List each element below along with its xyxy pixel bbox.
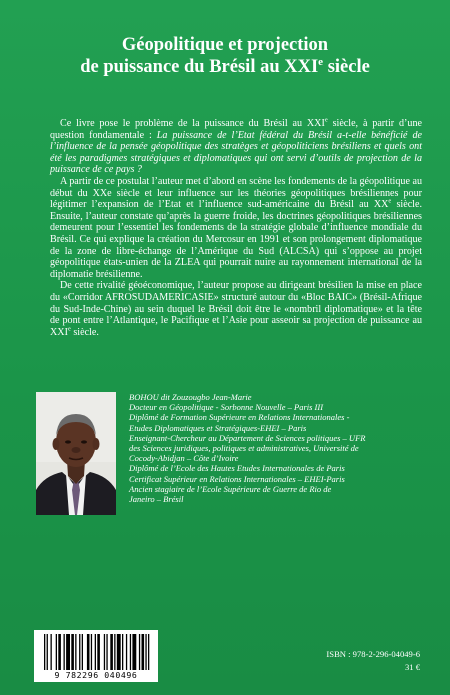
bio-line: Diplômé de l’Ecole des Hautes Etudes Internationales de Paris: [129, 463, 345, 474]
bio-line: Cocody-Abidjan – Côte d’Ivoire: [129, 453, 239, 464]
bio-line: Ancien stagiaire de l’Ecole Supérieure de Guerre de Rio de: [129, 483, 332, 494]
bio-line: Certificat Supérieur en Relations Internationales – EHEI-Paris: [129, 473, 345, 484]
barcode-bar: [114, 634, 115, 670]
barcode-bar: [117, 634, 121, 670]
bio-line: Docteur en Géopolitique - Sorbonne Nouvelle – Paris III: [129, 402, 324, 413]
barcode-bar: [64, 634, 65, 670]
barcode-bar: [110, 634, 113, 670]
barcode-bar: [148, 634, 149, 670]
book-title: [20, 34, 430, 78]
author-bio: [129, 392, 429, 504]
blurb-question: La puissance de l’Etat fédéral du Brésil a-t-elle bénéficié de l’influence de la pensée géopolitique des stratèges et géopoliticiens brésiliens et quels ont été les paradigmes stratégiques et diplomatiques qui ont servi d’outils de projection de la puissance de ce pays ?: [50, 129, 422, 176]
barcode-bar: [132, 634, 136, 670]
barcode-digits: 9 782296 040496: [54, 670, 138, 680]
bio-line: Etudes Diplomatiques et Stratégiques-EHEI – Paris: [129, 422, 307, 433]
title-line-2: de puissance du Brésil au XXIe siècle: [80, 55, 370, 77]
barcode-bar: [97, 634, 100, 670]
barcode-bar: [56, 634, 57, 670]
bio-line: Diplômé de Formation Supérieure en Relations Internationales -: [129, 412, 350, 423]
bio-line: des Sciences juridiques, politiques et administratives, Université de: [129, 443, 359, 454]
barcode-bar: [75, 634, 76, 670]
barcode-bar: [122, 634, 123, 670]
barcode-bar: [87, 634, 90, 670]
barcode-bar: [79, 634, 80, 670]
barcode-bar: [142, 634, 145, 670]
barcode-bar: [106, 634, 107, 670]
blurb-paragraph-2: A partir de ce postulat l’auteur met d’abord en scène les fondements de la géopolitique au début du XXe siècle et leur influence sur les théories géopolitiques brésiliennes pour légitimer l’expansion de l’Etat et l’influence sud-américaine du Brésil au XXe siècle. Ensuite, l’auteur constate qu’après la guerre froide, les doctrines géopolitiques brésiliennes demeurent pour l’essentiel les fondements de la stratégie globale d’influence mondiale du Brésil. Ce qui explique la création du Mercosur en 1991 et son prolongement diplomatique de la zone de libre-échange de l’Amérique du Sud (ALCSA) qui s’oppose au projet géopolitique états-unien de la ZLEA qui pourrait nuire au rayonnement international de la diplomatie brésilienne.: [50, 175, 422, 280]
barcode-bar: [139, 634, 140, 670]
isbn-block: [290, 648, 420, 674]
barcode-bar: [47, 634, 48, 670]
barcode-bar: [44, 634, 45, 670]
bio-line: Janeiro – Brésil: [129, 494, 184, 505]
barcode-bar: [145, 634, 146, 670]
barcode-bar: [66, 634, 70, 670]
barcode: [34, 630, 158, 682]
barcode-bar: [95, 634, 96, 670]
barcode-bar: [104, 634, 105, 670]
blurb-paragraph-1: Ce livre pose le problème de la puissance du Brésil au XXIe siècle, à partir d’une question fondamentale : La puissance de l’Etat fédéral du Brésil a-t-elle bénéficié de l’influence de la pensée géopolitique des stratèges et géopoliticiens brésiliens et quels ont été les paradigmes stratégiques et diplomatiques qui ont servi d’outils de projection de la puissance de ce pays ?: [50, 116, 422, 176]
barcode-bar: [51, 634, 52, 670]
price: 31 €: [404, 662, 420, 672]
author-photo: [36, 392, 116, 515]
barcode-bar: [91, 634, 92, 670]
barcode-bar: [126, 634, 127, 670]
blurb-paragraph-3: De cette rivalité géoéconomique, l’auteur propose au dirigeant brésilien la mise en place du «Corridor AFROSUDAMERICASIE» structuré autour du «Bloc BAIC» (Brésil-Afrique du Sud-Inde-Chine) au sein duquel le Brésil doit être le «nombril diplomatique» et la tête de pont entre l’Atlantique, le Pacifique et l’Asie pour asseoir sa projection de puissance au XXIe siècle.: [50, 280, 422, 338]
bio-line: Enseignant-Chercheur au Département de Sciences politiques – UFR: [129, 432, 366, 443]
isbn-number: ISBN : 978-2-296-04049-6: [326, 649, 420, 659]
barcode-bar: [58, 634, 61, 670]
bio-line: BOHOU dit Zouzougbo Jean-Marie: [129, 392, 252, 402]
blurb: [50, 118, 422, 338]
barcode-bar: [82, 634, 83, 670]
barcode-bar: [130, 634, 131, 670]
barcode-bar: [71, 634, 74, 670]
title-line-1: Géopolitique et projection: [121, 35, 329, 55]
author-portrait-icon: [36, 392, 116, 515]
